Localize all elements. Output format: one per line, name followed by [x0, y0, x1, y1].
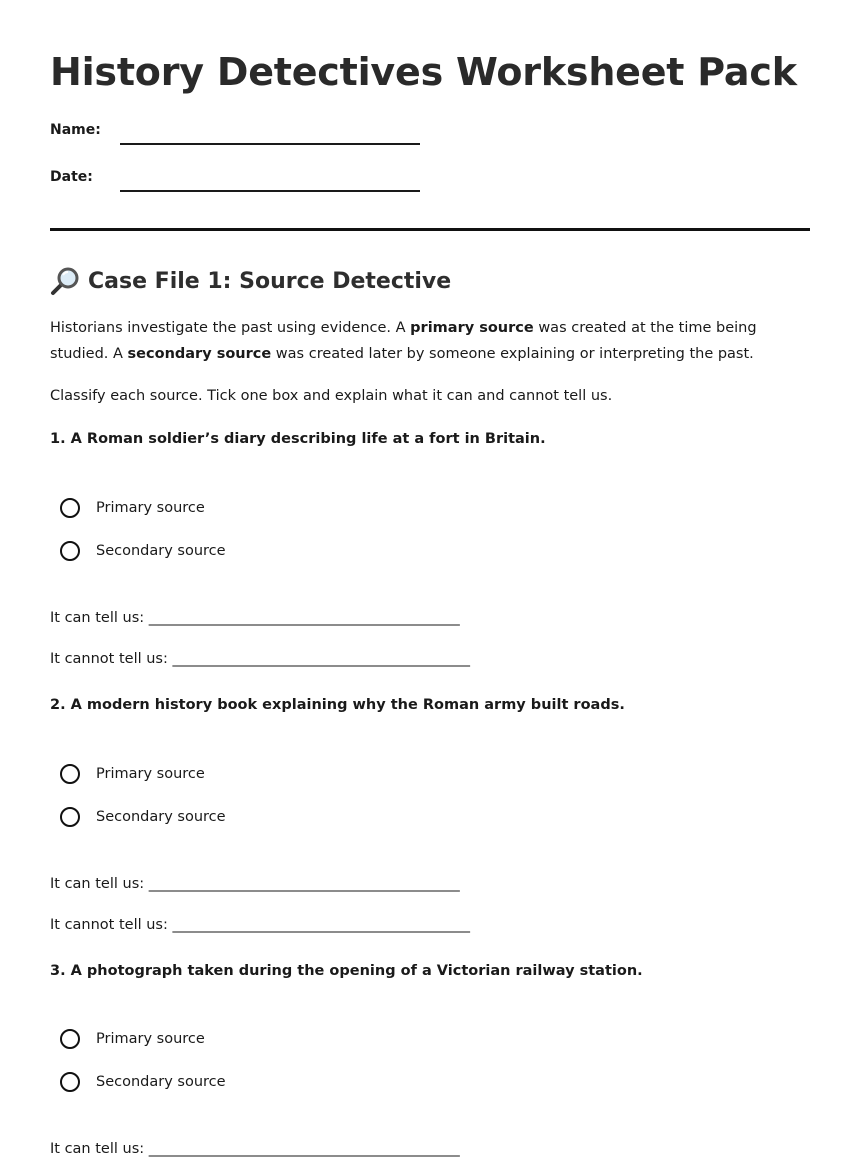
intro-paragraph: Historians investigate the past using evidence. A primary source was created at the time being studied. A secondary source was created later by someone explaining or interpreting the past. [50, 320, 757, 362]
q3-secondary-option[interactable] [60, 1072, 226, 1092]
radio-circle[interactable] [60, 1072, 80, 1092]
option-label: Primary source [96, 766, 205, 782]
name-label: Name: [50, 122, 101, 138]
q2-cannot-tell-line[interactable]: It cannot tell us: ____________________________________________ [50, 917, 470, 933]
radio-circle[interactable] [60, 764, 80, 784]
q2-secondary-option[interactable] [60, 807, 226, 827]
header-divider [50, 228, 810, 231]
q3-primary-option[interactable] [60, 1029, 205, 1049]
date-field [50, 169, 93, 185]
q1-cannot-tell-line[interactable]: It cannot tell us: ____________________________________________ [50, 651, 470, 667]
option-label: Primary source [96, 1031, 205, 1047]
option-label: Secondary source [96, 809, 226, 825]
q3-can-tell-line[interactable]: It can tell us: ______________________________________________ [50, 1141, 460, 1157]
option-label: Primary source [96, 500, 205, 516]
q1-primary-option[interactable] [60, 498, 205, 518]
q2-can-tell-line[interactable]: It can tell us: ______________________________________________ [50, 876, 460, 892]
instructions: Classify each source. Tick one box and explain what it can and cannot tell us. [50, 388, 613, 404]
radio-circle[interactable] [60, 498, 80, 518]
q1-can-tell-line[interactable]: It can tell us: ______________________________________________ [50, 610, 460, 626]
radio-circle[interactable] [60, 1029, 80, 1049]
case-file-heading [50, 266, 451, 296]
primary-source-term: primary source [410, 320, 534, 336]
name-input-line[interactable] [120, 143, 420, 145]
case-file-title: Case File 1: Source Detective [88, 268, 452, 294]
radio-circle[interactable] [60, 541, 80, 561]
q2-primary-option[interactable] [60, 764, 205, 784]
option-label: Secondary source [96, 543, 226, 559]
question-3: 3. A photograph taken during the opening of a Victorian railway station. [50, 963, 643, 979]
radio-circle[interactable] [60, 807, 80, 827]
name-field [50, 122, 101, 138]
secondary-source-term: secondary source [127, 346, 272, 362]
page-title: History Detectives Worksheet Pack [50, 50, 797, 94]
question-1: 1. A Roman soldier’s diary describing life at a fort in Britain. [50, 431, 546, 447]
option-label: Secondary source [96, 1074, 226, 1090]
date-label: Date: [50, 169, 93, 185]
question-2: 2. A modern history book explaining why the Roman army built roads. [50, 697, 625, 713]
date-input-line[interactable] [120, 190, 420, 192]
magnifying-glass-icon [50, 266, 80, 296]
q1-secondary-option[interactable] [60, 541, 226, 561]
